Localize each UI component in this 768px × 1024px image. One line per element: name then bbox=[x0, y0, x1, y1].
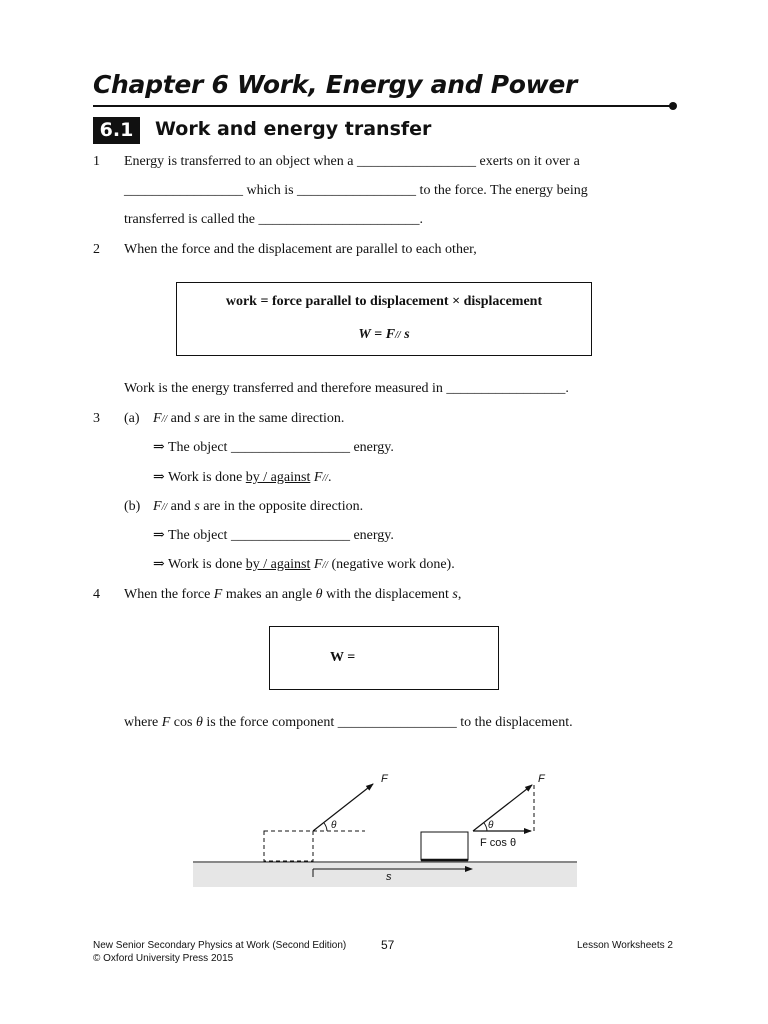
symbol-f: F bbox=[313, 557, 323, 572]
footer-copyright: © Oxford University Press 2015 bbox=[93, 953, 234, 964]
parallel-subscript: // bbox=[322, 473, 328, 484]
symbol-s: s bbox=[400, 327, 410, 342]
q3a-label: (a) bbox=[124, 411, 140, 426]
q3b-choice: by / against bbox=[245, 557, 311, 572]
symbol-s: s bbox=[452, 587, 458, 602]
q2-intro: When the force and the displacement are parallel to each other, bbox=[124, 242, 477, 257]
symbol-s: s bbox=[194, 411, 200, 426]
footer-book-title: New Senior Secondary Physics at Work (Second Edition) bbox=[93, 940, 347, 951]
symbol-f: F bbox=[313, 470, 323, 485]
initial-block-outline bbox=[264, 831, 313, 861]
angled-work-label: W = bbox=[330, 650, 356, 665]
final-block bbox=[421, 832, 468, 860]
q4-text: is the force component _________________ to the displacement. bbox=[202, 715, 573, 730]
question-number-4: 4 bbox=[93, 587, 100, 602]
q3b-end: (negative work done). bbox=[327, 557, 455, 572]
q1-line-2: _________________ which is _________________ to the force. The energy being bbox=[124, 183, 588, 198]
q1-line-3: transferred is called the _______________________. bbox=[124, 212, 423, 227]
q3a-rest: are in the same direction. bbox=[199, 411, 345, 426]
parallel-subscript: // bbox=[161, 502, 168, 513]
footer-series: Lesson Worksheets 2 bbox=[577, 940, 673, 951]
q3a-choice: by / against bbox=[245, 470, 311, 485]
q4-text: When the force bbox=[124, 587, 214, 602]
section-number: 6.1 bbox=[93, 117, 140, 144]
ground bbox=[193, 863, 577, 887]
q4-text: makes an angle bbox=[222, 587, 316, 602]
parallel-subscript: // bbox=[322, 560, 328, 571]
q3b-line-1: ⇒ The object _________________ energy. bbox=[153, 528, 394, 543]
q4-text: where bbox=[124, 715, 162, 730]
displacement-label: s bbox=[386, 871, 392, 883]
conjunction: and bbox=[167, 411, 195, 426]
symbol-s: s bbox=[194, 499, 200, 514]
symbol-theta: θ bbox=[315, 587, 323, 602]
equals-sign: = bbox=[370, 327, 386, 342]
symbol-f: F bbox=[153, 499, 162, 514]
question-number-1: 1 bbox=[93, 154, 100, 169]
symbol-f: F bbox=[385, 327, 396, 342]
work-formula-words: work = force parallel to displacement × displacement bbox=[225, 294, 543, 309]
force-label-left: F bbox=[381, 773, 388, 785]
symbol-w: W bbox=[358, 327, 371, 342]
force-arrow-right bbox=[473, 785, 532, 831]
question-number-3: 3 bbox=[93, 411, 100, 426]
q4-text: , bbox=[457, 587, 462, 602]
symbol-theta: θ bbox=[195, 715, 203, 730]
section-title: Work and energy transfer bbox=[155, 118, 432, 140]
force-arrow-left bbox=[313, 784, 373, 831]
angle-arc-right bbox=[484, 823, 487, 831]
chapter-title: Chapter 6 Work, Energy and Power bbox=[93, 70, 578, 99]
q1-line-1: Energy is transferred to an object when a _________________ exerts on it over a bbox=[124, 154, 580, 169]
component-label: F cos θ bbox=[480, 837, 517, 849]
symbol-f: F bbox=[161, 715, 171, 730]
q3a-end: . bbox=[327, 470, 332, 485]
force-label-right: F bbox=[538, 773, 545, 785]
q4-text: with the displacement bbox=[322, 587, 453, 602]
q3a-line-1: ⇒ The object _________________ energy. bbox=[153, 440, 394, 455]
q4-text: cos bbox=[170, 715, 196, 730]
parallel-subscript: // bbox=[395, 330, 401, 341]
symbol-f: F bbox=[213, 587, 223, 602]
question-number-2: 2 bbox=[93, 242, 100, 257]
symbol-f: F bbox=[153, 411, 162, 426]
page-number: 57 bbox=[381, 938, 395, 952]
q3b-rest: are in the opposite direction. bbox=[199, 499, 364, 514]
parallel-subscript: // bbox=[161, 414, 168, 425]
conjunction: and bbox=[167, 499, 195, 514]
theta-label-right: θ bbox=[488, 820, 494, 831]
q3b-label: (b) bbox=[124, 499, 141, 514]
q2-unit-line: Work is the energy transferred and therefore measured in _________________. bbox=[124, 381, 569, 396]
theta-label-left: θ bbox=[331, 820, 337, 831]
q3a-work-done-text: ⇒ Work is done bbox=[153, 470, 246, 485]
q3b-work-done-text: ⇒ Work is done bbox=[153, 557, 246, 572]
angle-arc-left bbox=[324, 823, 327, 831]
